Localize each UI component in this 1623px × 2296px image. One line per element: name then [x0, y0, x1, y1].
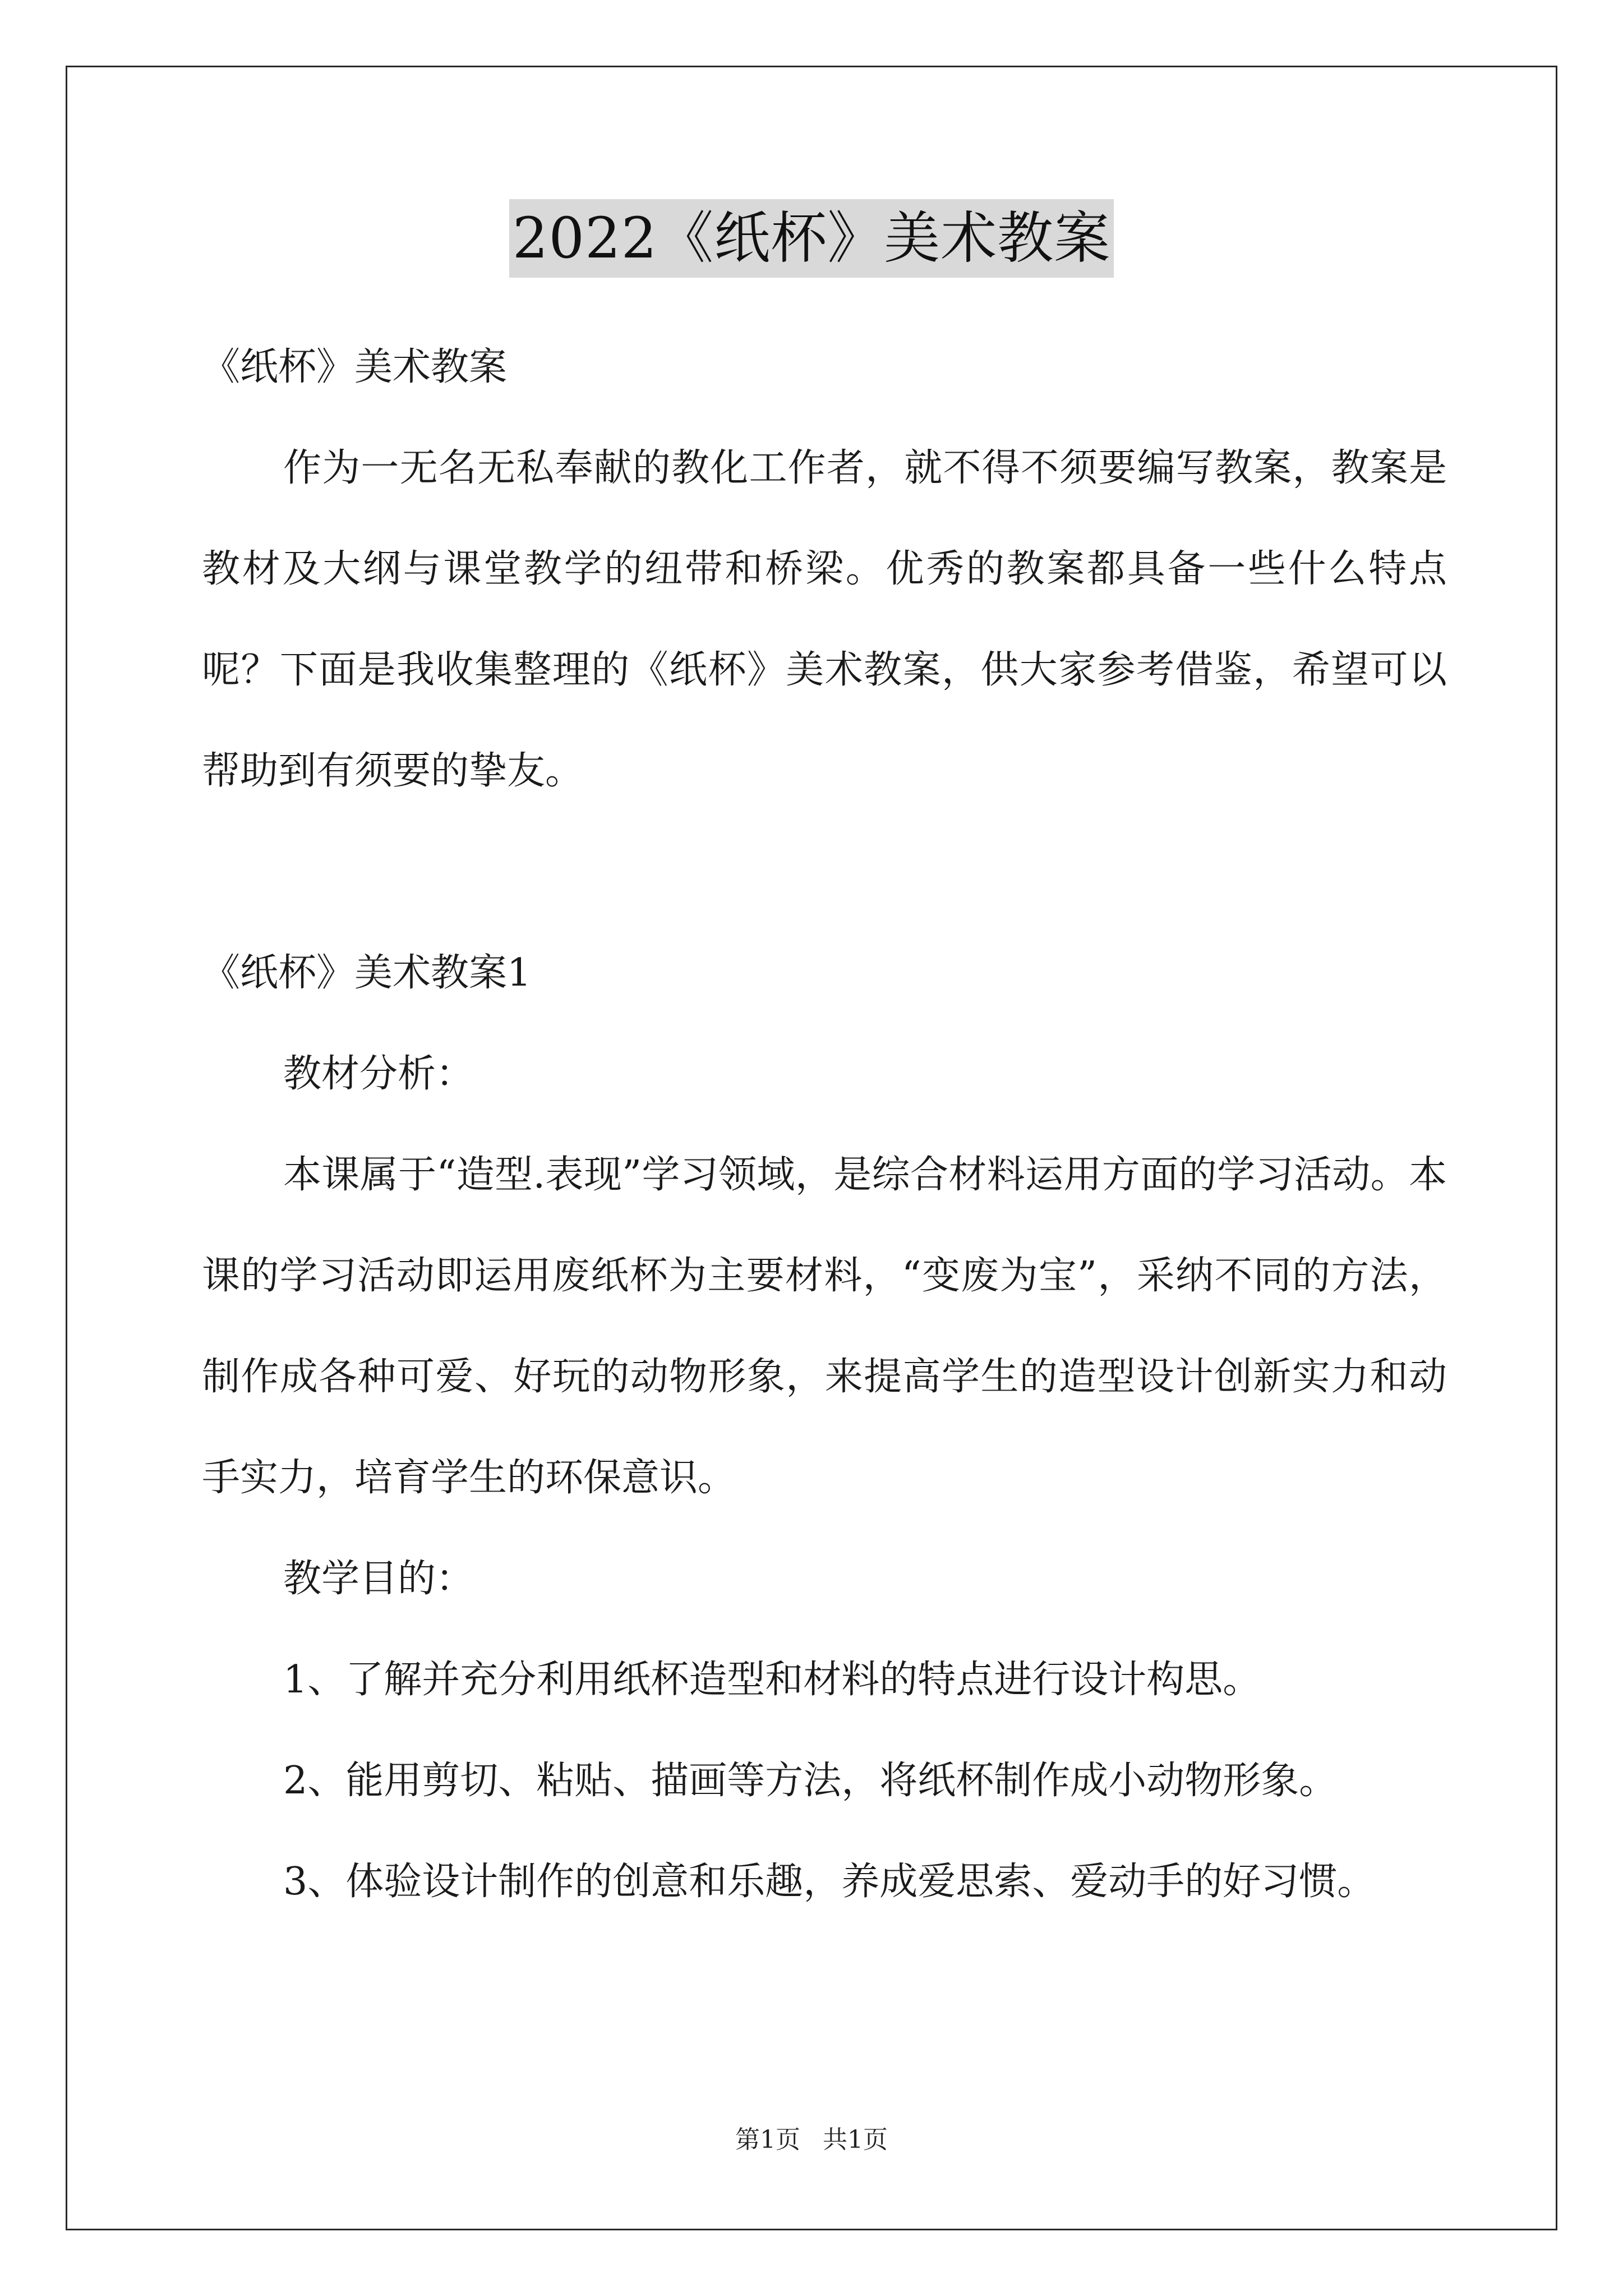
page-footer: [0, 2123, 1623, 2157]
goal-item-1: 1、了解并充分利用纸杯造型和材料的特点进行设计构思。: [283, 1658, 1261, 1702]
title-container: [0, 199, 1623, 278]
section-heading-1: 《纸杯》美术教案1: [202, 951, 532, 995]
section-heading: 《纸杯》美术教案: [202, 345, 508, 389]
intro-paragraph: 作为一无名无私奉献的教化工作者，就不得不须要编写教案，教案是教材及大纲与课堂教学的纽带和桥梁。优秀的教案都具备一些什么特点呢？下面是我收集整理的《纸杯》美术教案，供大家参考借鉴，希望可以帮助到有须要的挚友。: [202, 446, 1447, 793]
subheading-material-analysis: 教材分析：: [283, 1052, 474, 1096]
material-analysis-paragraph: 本课属于“造型.表现”学习领域，是综合材料运用方面的学习活动。本课的学习活动即运用废纸杯为主要材料，“变废为宝”，采纳不同的方法，制作成各种可爱、好玩的动物形象，来提高学生的造型设计创新实力和动手实力，培育学生的环保意识。: [202, 1153, 1447, 1500]
paragraph-gap: [202, 822, 1447, 923]
goal-item-2: 2、能用剪切、粘贴、描画等方法，将纸杯制作成小动物形象。: [283, 1759, 1338, 1803]
document-body: [202, 317, 1447, 1932]
subheading-teaching-goals: 教学目的：: [283, 1557, 474, 1601]
page-number-current: 第1页: [735, 2125, 800, 2154]
page-number-total: 共1页: [823, 2125, 888, 2154]
goal-item-3: 3、体验设计制作的创意和乐趣，养成爱思索、爱动手的好习惯。: [283, 1860, 1376, 1904]
document-title: 2022《纸杯》美术教案: [509, 199, 1114, 278]
